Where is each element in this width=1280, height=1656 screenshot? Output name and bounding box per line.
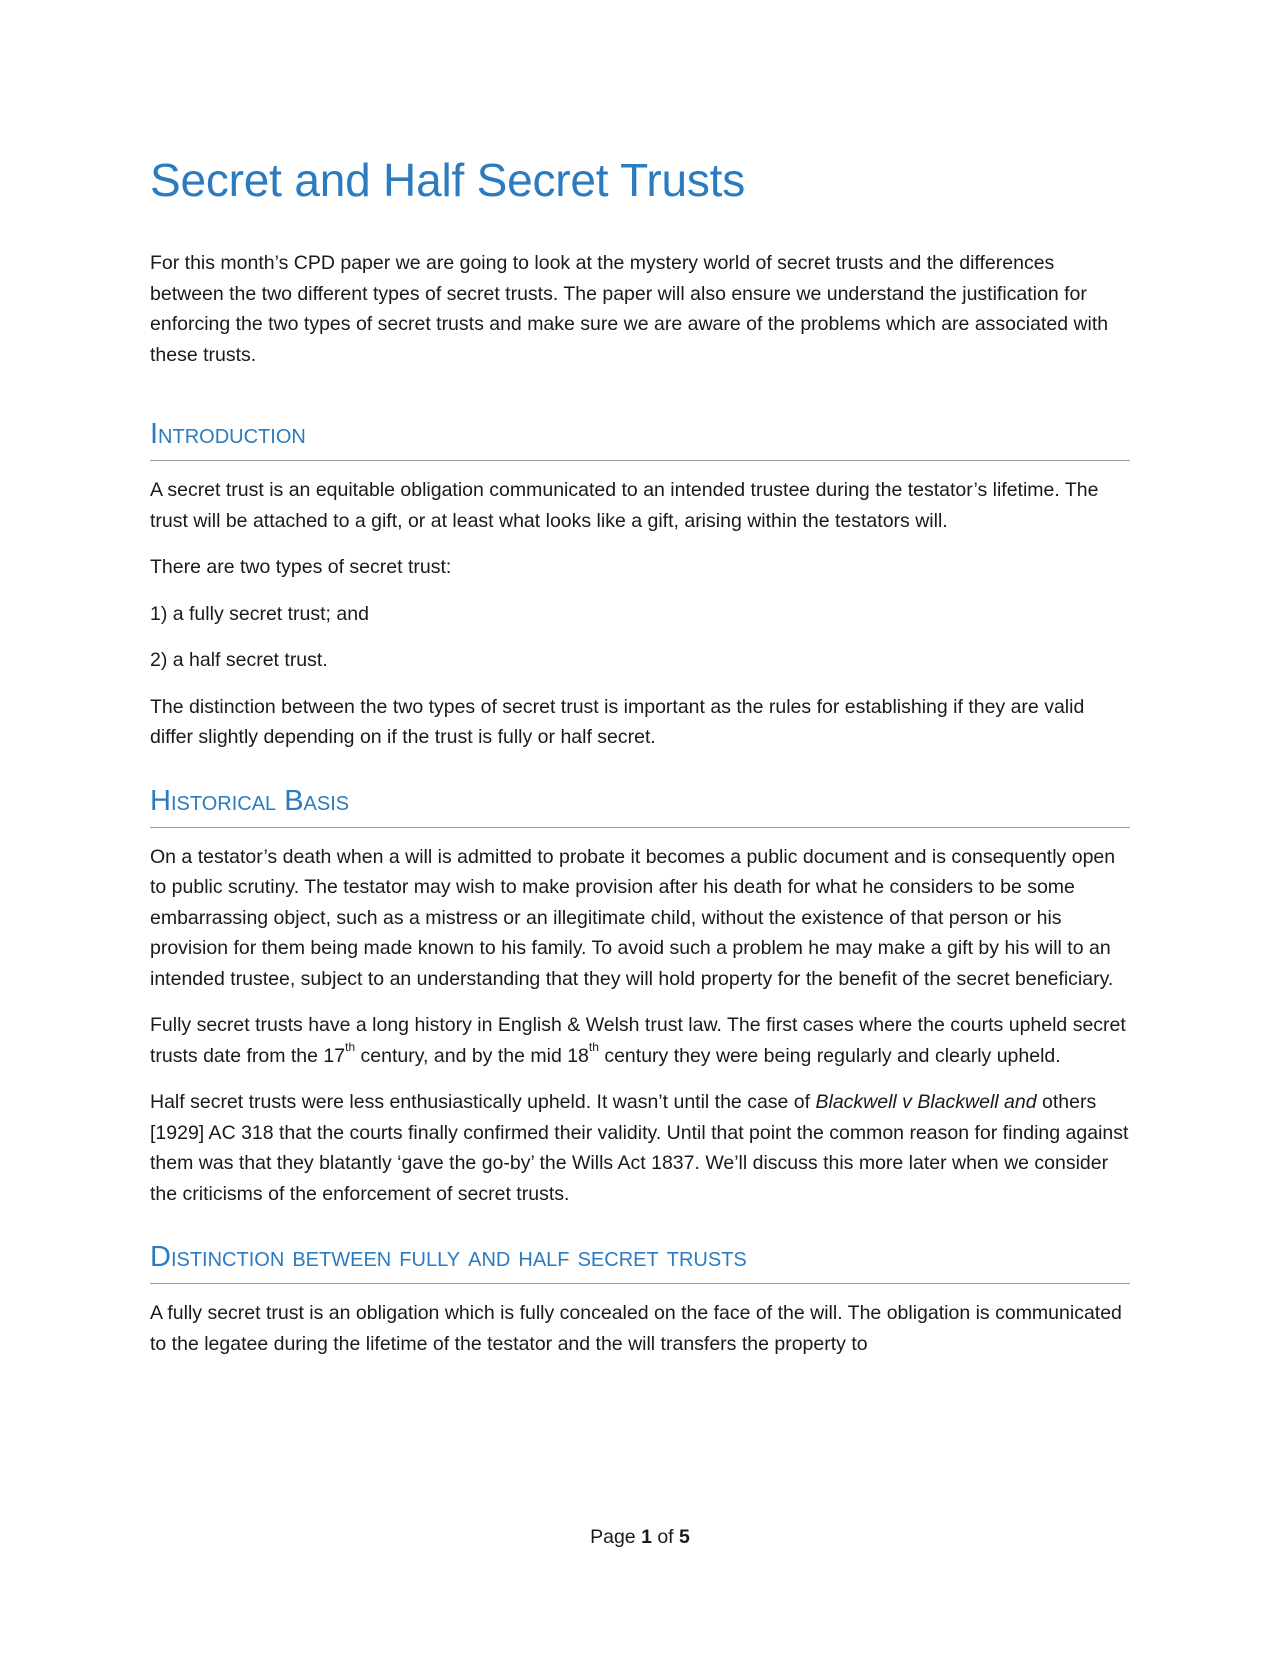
historical-p2-text-a: Fully secret trusts have a long history in English & Welsh trust law. The first cases where the courts upheld secret trusts date from the 17 — [150, 1014, 1126, 1067]
page-content — [150, 150, 1130, 1375]
historical-paragraph-2 — [150, 1010, 1130, 1071]
ordinal-suffix: th — [588, 1040, 599, 1054]
introduction-paragraph-3: The distinction between the two types of secret trust is important as the rules for establishing if they are valid differ slightly depending on if the trust is fully or half secret. — [150, 695, 1085, 748]
historical-p2-text-c: century they were being regularly and clearly upheld. — [598, 1044, 1061, 1067]
historical-paragraph-3 — [150, 1087, 1130, 1209]
section-heading-historical-basis: Historical Basis — [150, 781, 1130, 828]
historical-p3-text-a: Half secret trusts were less enthusiastically upheld. It wasn’t until the case of — [150, 1091, 816, 1113]
case-citation: Blackwell v Blackwell and — [815, 1091, 1037, 1113]
total-page-count: 5 — [679, 1526, 690, 1548]
section-historical-basis — [150, 781, 1130, 1210]
current-page-number: 1 — [641, 1526, 652, 1548]
historical-p2-text-b: century, and by the mid 18 — [355, 1044, 589, 1067]
introduction-paragraph-2: There are two types of secret trust: — [150, 556, 452, 578]
document-title: Secret and Half Secret Trusts — [150, 154, 746, 206]
introduction-paragraph-1: A secret trust is an equitable obligation communicated to an intended trustee during the testator’s lifetime. The trust will be attached to a gift, or at least what looks like a gift, arising within the testators will. — [150, 479, 1099, 532]
historical-p3-text-b: others [1929] AC 318 that the courts finally confirmed their validity. Until that point the common reason for finding against them was that they blatantly ‘gave the go-by’ the Wills Act 1837. We’ll discuss this more later when we consider the criticisms of the enforcement of secret trusts. — [150, 1091, 1129, 1205]
introduction-list-item-1: 1) a fully secret trust; and — [150, 602, 369, 625]
section-heading-distinction: Distinction between fully and half secret trusts — [150, 1237, 1130, 1284]
section-introduction — [150, 414, 1130, 753]
section-heading-introduction: Introduction — [150, 414, 1130, 461]
ordinal-suffix: th — [345, 1040, 356, 1054]
section-distinction — [150, 1237, 1130, 1359]
page-of-label: of — [651, 1526, 680, 1548]
page-label: Page — [590, 1526, 642, 1548]
distinction-paragraph-1: A fully secret trust is an obligation which is fully concealed on the face of the will. The obligation is communicated to the legatee during the lifetime of the testator and the will transfers the property to — [150, 1302, 1122, 1355]
page-footer — [0, 1526, 1280, 1549]
introduction-list-item-2: 2) a half secret trust. — [150, 649, 328, 671]
historical-paragraph-1: On a testator’s death when a will is admitted to probate it becomes a public document and is consequently open to public scrutiny. The testator may wish to make provision after his death for what he considers to be some embarrassing object, such as a mistress or an illegitimate child, without the existence of that person or his provision for them being made known to his family. To avoid such a problem he may make a gift by his will to an intended trustee, subject to an understanding that they will hold property for the benefit of the secret beneficiary. — [150, 845, 1116, 990]
intro-paragraph: For this month’s CPD paper we are going to look at the mystery world of secret trusts and the differences between the two different types of secret trusts. The paper will also ensure we understand the justification for enforcing the two types of secret trusts and make sure we are aware of the problems which are associated with these trusts. — [150, 252, 1109, 366]
